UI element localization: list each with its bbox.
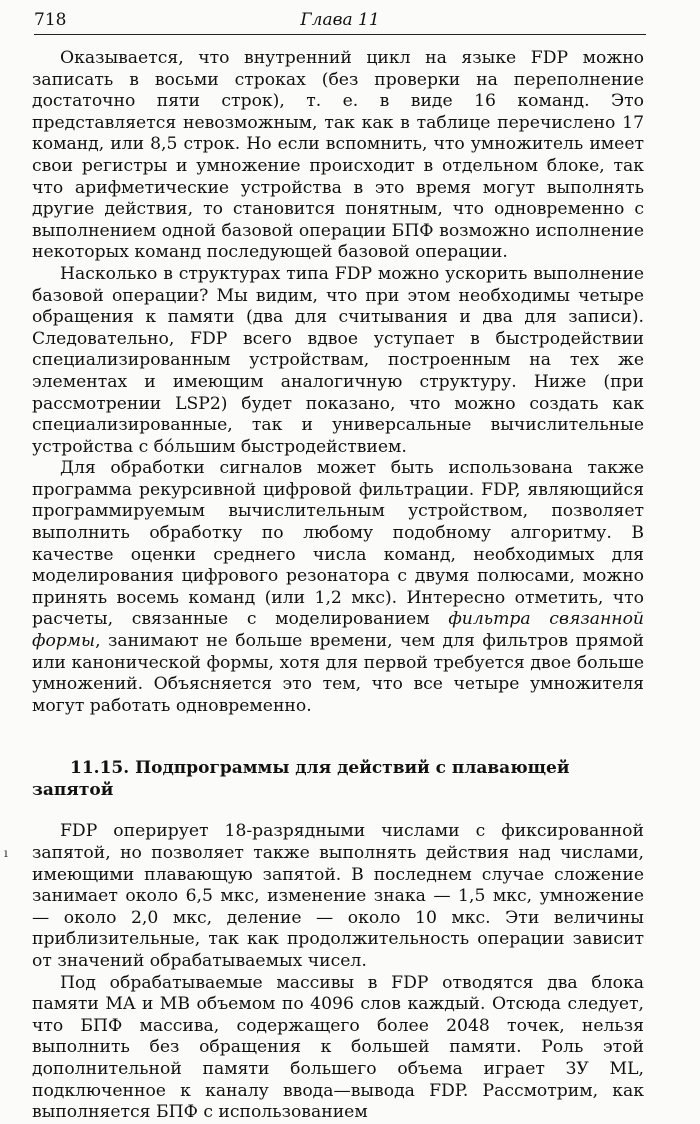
paragraph-memory-blocks: Под обрабатываемые массивы в FDP отводятся два блока памяти MA и MB объемом по 4096 слов каждый. Отсюда следует, что БПФ массива, содержащего более 2048 точек, нельзя выполнить без обращения к большей памяти. Роль этой дополнительной памяти большего объема играет ЗУ ML, подключенное к каналу ввода—вывода FDP. Рассмотрим, как выполняется БПФ с использованием [32, 972, 644, 1123]
running-head: Глава 11 [300, 10, 380, 30]
filter-text-part1: Для обработки сигналов может быть использована также программа рекурсивной цифровой фильтрации. FDP, являющийся программируемым вычислительным устройством, позволяет выполнить обработку по любому подобному алгоритму. В качестве оценки среднего числа команд, необходимых для моделирования цифрового резонатора с двумя полюсами, можно принять восемь команд (или 1,2 мкс). Интересно отметить, что расчеты, связанные с моделированием [32, 458, 644, 630]
paragraph-inner-loop: Оказывается, что внутренний цикл на языке FDP можно записать в восьми строках (без проверки на переполнение достаточно пяти строк), т. е. в виде 16 команд. Это представляется невозможным, так как в таблице перечислено 17 команд, или 8,5 строк. Но если вспомнить, что умножитель имеет свои регистры и умножение происходит в отдельном блоке, так что арифметические устройства в это время могут выполнять другие действия, то становится понятным, что одновременно с выполнением одной базовой операции БПФ возможно исполнение некоторых команд последующей базовой операции. [32, 48, 644, 263]
body-text [32, 48, 644, 1124]
paragraph-floating-point: FDP оперирует 18-разрядными числами с фиксированной запятой, но позволяет также выполнять действия над числами, имеющими плавающую запятой. В последнем случае сложение занимает около 6,5 мкс, изменение знака — 1,5 мкс, умножение — около 2,0 мкс, деление — около 10 мкс. Эти величины приблизительные, так как продолжительность операции зависит от значений обрабатываемых чисел. [32, 821, 644, 971]
margin-mark: ı [4, 846, 8, 860]
filter-text-part2: , занимают не больше времени, чем для фильтров прямой или канонической формы, хотя для первой требуется двое больше умножений. Объясняется это тем, что все четыре умножителя могут работать одновременно. [32, 631, 644, 716]
filter-emphasis: фильтра связанной формы [32, 609, 645, 652]
section-heading: 11.15. Подпрограммы для действий с плавающей запятой [32, 758, 570, 801]
paragraph-speedup: Насколько в структурах типа FDP можно ускорить выполнение базовой операции? Мы видим, что при этом необходимы четыре обращения к памяти (два для считывания и два для записи). Следовательно, FDP всего вдвое уступает в быстродействии специализированным устройствам, построенным на тех же элементах и имеющим аналогичную структуру. Ниже (при рассмотрении LSP2) будет показано, что можно создать как специализированные, так и универсальные вычислительные устройства с бо́льшим быстродействием. [32, 263, 644, 457]
page-header [34, 8, 646, 35]
paragraph-recursive-filter [32, 458, 644, 717]
page-number: 718 [34, 10, 67, 30]
